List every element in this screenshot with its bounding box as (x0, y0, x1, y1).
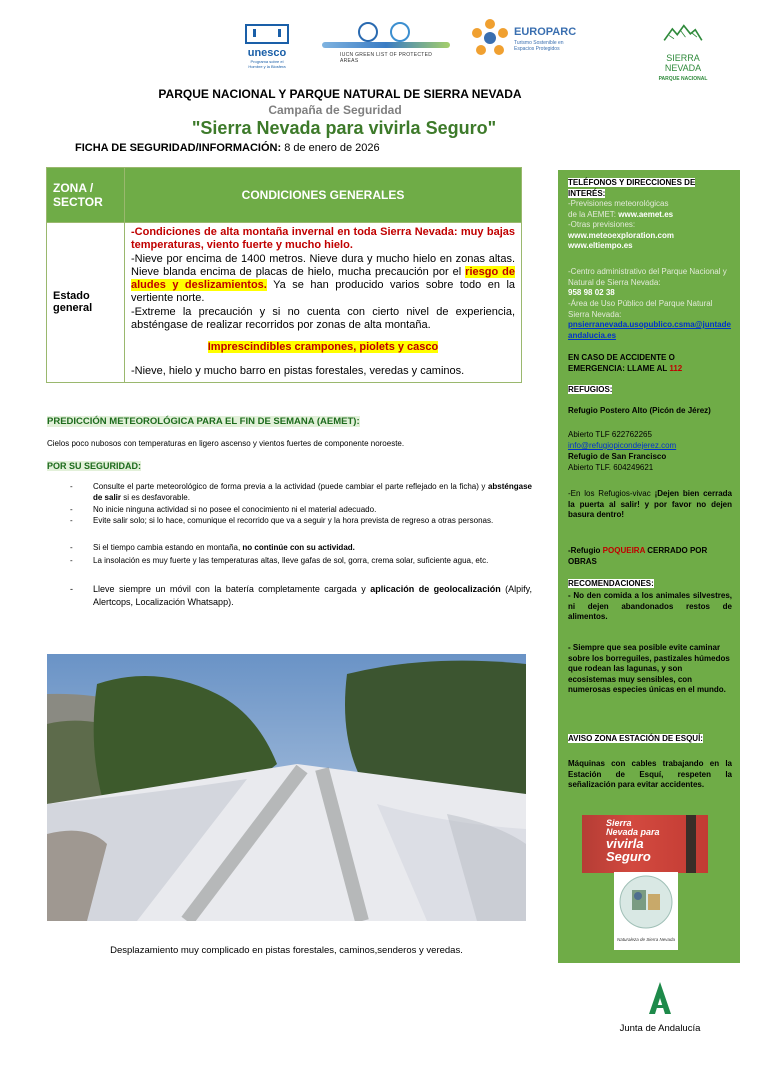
sierra-nevada-sub: PARQUE NACIONAL (658, 76, 708, 82)
shirt-line-1: Sierra (606, 818, 632, 828)
bullet-dash: - (70, 516, 73, 525)
emergency-text: EN CASO DE ACCIDENTE O EMERGENCIA: LLAME AL (568, 353, 675, 373)
condition-precaucion: -Extreme la precaución y si no cuenta con cierto nivel de experiencia, absténgase de realizar recorridos por zonas de alta montaña. (131, 305, 515, 332)
bullet-dash: - (70, 584, 73, 594)
condition-nieve (131, 253, 515, 306)
condition-barro: -Nieve, hielo y mucho barro en pistas forestales, veredas y caminos. (131, 364, 465, 377)
recommendation-borreguiles: - Siempre que sea posible evite caminar sobre los borreguiles, pastizales húmedos que rodean las lagunas, y son ecosistemas muy sensibles, con numerosas especies únicas en el mundo. (568, 643, 730, 694)
campaign-shirt-photo (582, 815, 708, 873)
b4-bold: no continúe con su actividad. (242, 543, 355, 552)
bullet-dash: - (70, 556, 73, 565)
refugio-postero-alto: Refugio Postero Alto (Picón de Jérez) (568, 406, 711, 415)
b6-tail: (Alpify, Alertcops, Localización Whatsapp). (93, 584, 533, 607)
emergency-number: 112 (669, 363, 683, 373)
poqueira-prefix: -Refugio (568, 546, 603, 555)
shirt-text (606, 819, 660, 863)
contact-uso-publico-label: -Área de Uso Público del Parque Natural Sierra Nevada: (568, 299, 713, 319)
mountain-icon (658, 24, 708, 42)
ski-heading (568, 734, 732, 745)
contact-phone: 958 98 02 38 (568, 288, 615, 297)
essential-gear (131, 341, 515, 354)
contact-aemet-prefix: de la AEMET: (568, 209, 619, 219)
b6-bold: aplicación de geolocalización (370, 584, 501, 594)
unesco-temple-icon (245, 24, 289, 44)
ficha-date: 8 de enero de 2026 (284, 142, 380, 154)
europarc-star-icon (470, 18, 510, 58)
condition-nieve-tail: Ya se han producido varios sobre todo en la vertiente norte. (131, 279, 516, 305)
refugio-postero-phone: Abierto TLF 622762265 (568, 430, 652, 439)
list-item-text: No inicie ninguna actividad si no posee el conocimiento ni el material adecuado. (93, 505, 377, 514)
sn-name-2: NEVADA (664, 63, 702, 73)
ficha-label: FICHA DE SEGURIDAD/INFORMACIÓN: (75, 142, 282, 154)
rec-heading (568, 579, 732, 590)
junta-name: Junta de Andalucía (619, 1023, 701, 1034)
aemet-link[interactable]: www.aemet.es (618, 209, 674, 219)
refugio-san-francisco-phone: Abierto TLF. 604249621 (568, 463, 654, 472)
nature-badge-icon (614, 872, 678, 932)
unesco-name: unesco (247, 47, 287, 59)
contacts-heading-text: TELÉFONOS Y DIRECCIONES DE INTERÉS: (568, 178, 696, 198)
list-item (70, 504, 532, 515)
list-item (70, 542, 532, 553)
list-item (70, 555, 532, 566)
iucn-caption: IUCN GREEN LIST OF PROTECTED AREAS (340, 52, 433, 64)
b4-text: Si el tiempo cambia estando en montaña, (93, 543, 243, 552)
iucn-circle-icon (358, 22, 378, 42)
europarc-sub1: Turismo Sostenible en (514, 40, 564, 46)
photo-caption: Desplazamiento muy complicado en pistas forestales, caminos,senderos y veredas. (110, 945, 463, 956)
nature-badge (614, 872, 678, 950)
list-item-text (93, 542, 532, 553)
sierra-nevada-name (653, 53, 713, 73)
bullet-dash: - (70, 543, 73, 552)
b1-text: Consulte el parte meteorológico de forma previa a la actividad (puede cambiar el parte reflejado en la ficha) y (93, 482, 488, 491)
junta-logo (612, 980, 708, 1034)
conditions-cell (125, 223, 522, 383)
list-item-text: Evite salir solo; si lo hace, comunique el recorrido que va a seguir y la hora prevista de regreso a otras personas. (93, 516, 494, 525)
shirt-line-2: Nevada para (606, 827, 660, 837)
conditions-table (46, 167, 522, 383)
table-row (47, 223, 522, 383)
europarc-logo (470, 18, 585, 58)
essential-gear-text: Imprescindibles crampones, piolets y casco (207, 341, 439, 354)
vivac-notice (568, 489, 732, 521)
forecast-text: Cielos poco nubosos con temperaturas en ligero ascenso y vientos fuertes de componente noroeste. (47, 439, 405, 448)
emergency-notice (568, 353, 732, 374)
row-label-estado: Estado general (47, 223, 125, 383)
vivac-bold: ¡Dejen bien cerrada la puerta al salir! y por favor no dejen basura dentro! (568, 489, 733, 519)
recommendation-animals: - No den comida a los animales silvestres, ni dejen abandonados restos de alimentos. (568, 591, 732, 621)
snowy-track-photo (47, 654, 526, 921)
contacts-block (568, 199, 732, 252)
poqueira-notice (568, 546, 732, 567)
green-list-wave-icon (322, 42, 450, 48)
list-item (70, 481, 532, 503)
col-condiciones: CONDICIONES GENERALES (125, 168, 522, 223)
ficha-line (75, 142, 380, 154)
list-item-text (93, 481, 532, 503)
condition-alta-montana: -Condiciones de alta montaña invernal en toda Sierra Nevada: muy bajas temperaturas, viento fuerte y mucho hielo. (131, 226, 515, 252)
uso-publico-email-link[interactable]: pnsierranevada.usopublico.csma@juntadeandalucia.es (568, 320, 731, 340)
campaign-subtitle: Campaña de Seguridad (268, 103, 402, 117)
vivac-text: -En los Refugios-vivac (568, 489, 655, 498)
backpack-strap (686, 815, 696, 873)
eltiempo-link[interactable]: www.eltiempo.es (568, 241, 633, 250)
contact-aemet-label: -Previsiones meteorológicas (568, 199, 669, 208)
sierra-nevada-logo (653, 24, 713, 94)
poqueira-name: POQUEIRA (602, 546, 646, 555)
list-item (70, 583, 532, 609)
contact-aemet (568, 210, 732, 221)
forecast-heading: PREDICCIÓN METEOROLÓGICA PARA EL FIN DE SEMANA (AEMET): (47, 416, 360, 427)
ski-heading-text: AVISO ZONA ESTACIÓN DE ESQUÍ: (568, 734, 703, 743)
europarc-title: EUROPARC (514, 26, 577, 38)
condition-nieve-text: -Nieve por encima de 1400 metros. Nieve dura y mucho hielo en zonas altas. Nieve blanda encima de placas de hielo, mucha precaución por el (131, 252, 515, 278)
campaign-slogan: "Sierra Nevada para vivirla Seguro" (191, 118, 497, 138)
refugios-heading (568, 385, 732, 396)
table-header-row (47, 168, 522, 223)
unesco-sub: Programa sobre el Hombre y la Biosfera (248, 59, 286, 69)
shirt-line-3: vivirla (606, 836, 644, 851)
refugio-postero-email (568, 441, 732, 452)
contact-email (568, 320, 732, 341)
b1-bold: absténgase de salir (93, 482, 532, 502)
refugio-san-francisco: Refugio de San Francisco (568, 452, 667, 461)
b1-tail: si es desfavorable. (121, 493, 190, 502)
junta-arch-icon (645, 980, 675, 1016)
shirt-line-4: Seguro (606, 849, 651, 864)
bullet-dash: - (70, 505, 73, 514)
contact-other-label: -Otras previsiones: (568, 220, 636, 229)
contact-centro-label: -Centro administrativo del Parque Nacional y Natural de Sierra Nevada: (568, 267, 727, 287)
iucn-logo (322, 22, 452, 62)
document-title: PARQUE NACIONAL Y PARQUE NATURAL DE SIERRA NEVADA (158, 87, 522, 101)
sn-name-1: SIERRA (666, 53, 700, 63)
contacts-heading (568, 178, 732, 199)
bullet-dash: - (70, 482, 73, 491)
refugio-email-link[interactable]: info@refugiopicondejerez.com (568, 441, 677, 450)
b6-text: Lleve siempre un móvil con la batería completamente cargada y (93, 584, 371, 594)
rec-heading-text: RECOMENDACIONES: (568, 579, 654, 588)
safety-heading: POR SU SEGURIDAD: (47, 461, 142, 471)
avalanche-risk: riesgo de aludes y deslizamientos. (131, 265, 515, 292)
list-item-text (93, 583, 532, 609)
poqueira-status: CERRADO POR OBRAS (568, 546, 708, 566)
refugios-heading-text: REFUGIOS: (568, 385, 613, 394)
europarc-sub2: Espacios Protegidos (514, 46, 560, 52)
unesco-logo (244, 24, 290, 82)
list-item (70, 515, 532, 526)
badge-caption: Naturaleza de Sierra Nevada (616, 937, 676, 942)
europarc-sub (514, 40, 564, 52)
wcpa-circle-icon (390, 22, 410, 42)
list-item-text: La insolación es muy fuerte y las temperaturas altas, lleve gafas de sol, gorra, crema solar, suficiente agua, etc. (93, 556, 489, 565)
meteoexploration-link[interactable]: www.meteoexploration.com (568, 230, 674, 240)
ski-warning: Máquinas con cables trabajando en la Estación de Esquí, respeten la señalización para evitar accidentes. (568, 759, 732, 789)
col-zona-sector: ZONA / SECTOR (47, 168, 125, 223)
